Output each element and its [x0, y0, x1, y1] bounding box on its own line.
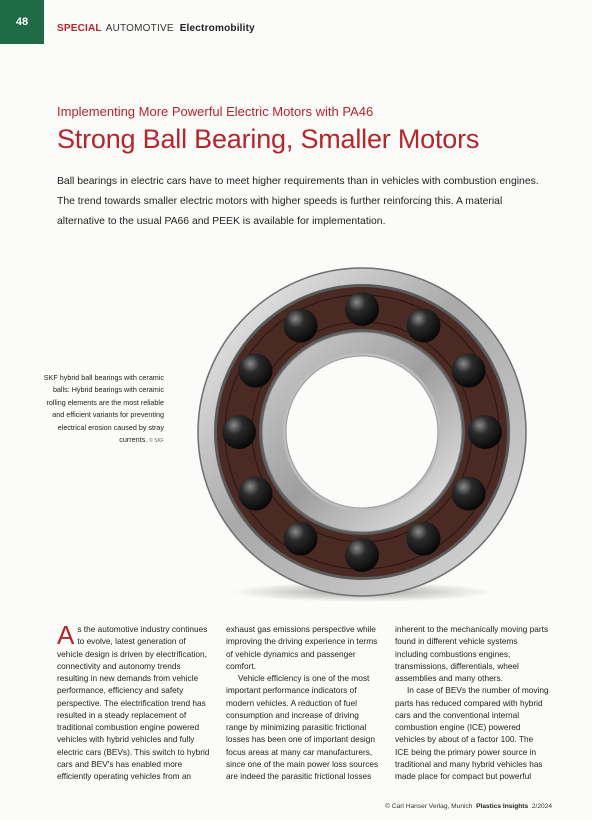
ceramic-ball — [407, 522, 441, 556]
section-special: SPECIAL — [57, 23, 102, 34]
column-3-paragraph-1: inherent to the mechanically moving parts found in different vehicle systems including combustions engines, transmissions, differentials, wheel assemblies and many others. — [395, 624, 549, 683]
ceramic-ball — [452, 354, 486, 388]
ball-bearing-image — [172, 262, 552, 607]
column-2-paragraph-2: Vehicle efficiency is one of the most important performance indicators of modern vehicles. A reduction of fuel consumption and increase of driving range by minimizing parasitic frictional losses has been one of important design focus areas at many car manufacturers, since one of the main power loss sources are indeed the parasitic frictional losses — [226, 673, 379, 781]
body-column-2 — [226, 623, 380, 782]
article-lead: Ball bearings in electric cars have to meet higher requirements than in vehicles with combustion engines. The trend towards smaller electric motors with higher speeds is further reinforcing this. A material alternative to the usual PA66 and PEEK is available for implementation. — [57, 176, 539, 227]
drop-cap: A — [57, 620, 75, 650]
ceramic-ball — [222, 415, 256, 449]
ceramic-ball — [238, 354, 272, 388]
section-topic: Electromobility — [179, 23, 255, 34]
page-header — [0, 0, 592, 44]
page-footer — [385, 803, 552, 810]
page-number: 48 — [0, 0, 44, 44]
ceramic-ball — [345, 538, 379, 572]
figure-caption — [40, 372, 164, 447]
column-2-paragraph-1: exhaust gas emissions perspective while improving the driving experience in terms of vehicle dynamics and passenger comfort. — [226, 624, 378, 671]
ceramic-ball — [284, 308, 318, 342]
section-label — [57, 23, 255, 34]
caption-text: SKF hybrid ball bearings with ceramic balls: Hybrid bearings with ceramic rolling elements are the most reliable and efficient variants for preventing electrical erosion caused by stray currents. — [43, 373, 164, 445]
footer-issue: 2/2024 — [531, 803, 552, 810]
body-column-1 — [57, 620, 211, 782]
column-3-paragraph-2: In case of BEVs the number of moving parts has reduced compared with hybrid cars and the conventional internal combustion engine (ICE) powered vehicles by about of a factor 100. The ICE being the primary power source in traditional and many hybrid vehicles has made place for compact but powerful — [395, 685, 549, 781]
ceramic-ball — [345, 292, 379, 326]
footer-publisher: © Carl Hanser Verlag, Munich — [385, 803, 473, 810]
section-category: AUTOMOTIVE — [105, 23, 174, 34]
footer-journal: Plastics Insights — [476, 803, 529, 810]
column-1-text: s the automotive industry continues to evolve, latest generation of vehicle design is driven by electrification, connectivity and autonomy trends resulting in new demands from vehicle performance, efficiency and safety perspective. The electrification trend has resulted in a steady replacement of traditional combustion engine powered vehicles with hybrid vehicles and fully electric cars (BEVs). This switch to hybrid cars and BEV's has enabled more efficiently operating vehicles from an — [57, 624, 210, 781]
body-column-3 — [395, 623, 549, 782]
article-title: Strong Ball Bearing, Smaller Motors — [57, 124, 480, 154]
ceramic-ball — [407, 308, 441, 342]
ceramic-ball — [284, 522, 318, 556]
ceramic-ball — [468, 415, 502, 449]
article-kicker: Implementing More Powerful Electric Motors with PA46 — [57, 104, 374, 119]
ceramic-ball — [452, 477, 486, 511]
caption-credit: © SKF — [149, 438, 164, 445]
ceramic-ball — [238, 477, 272, 511]
